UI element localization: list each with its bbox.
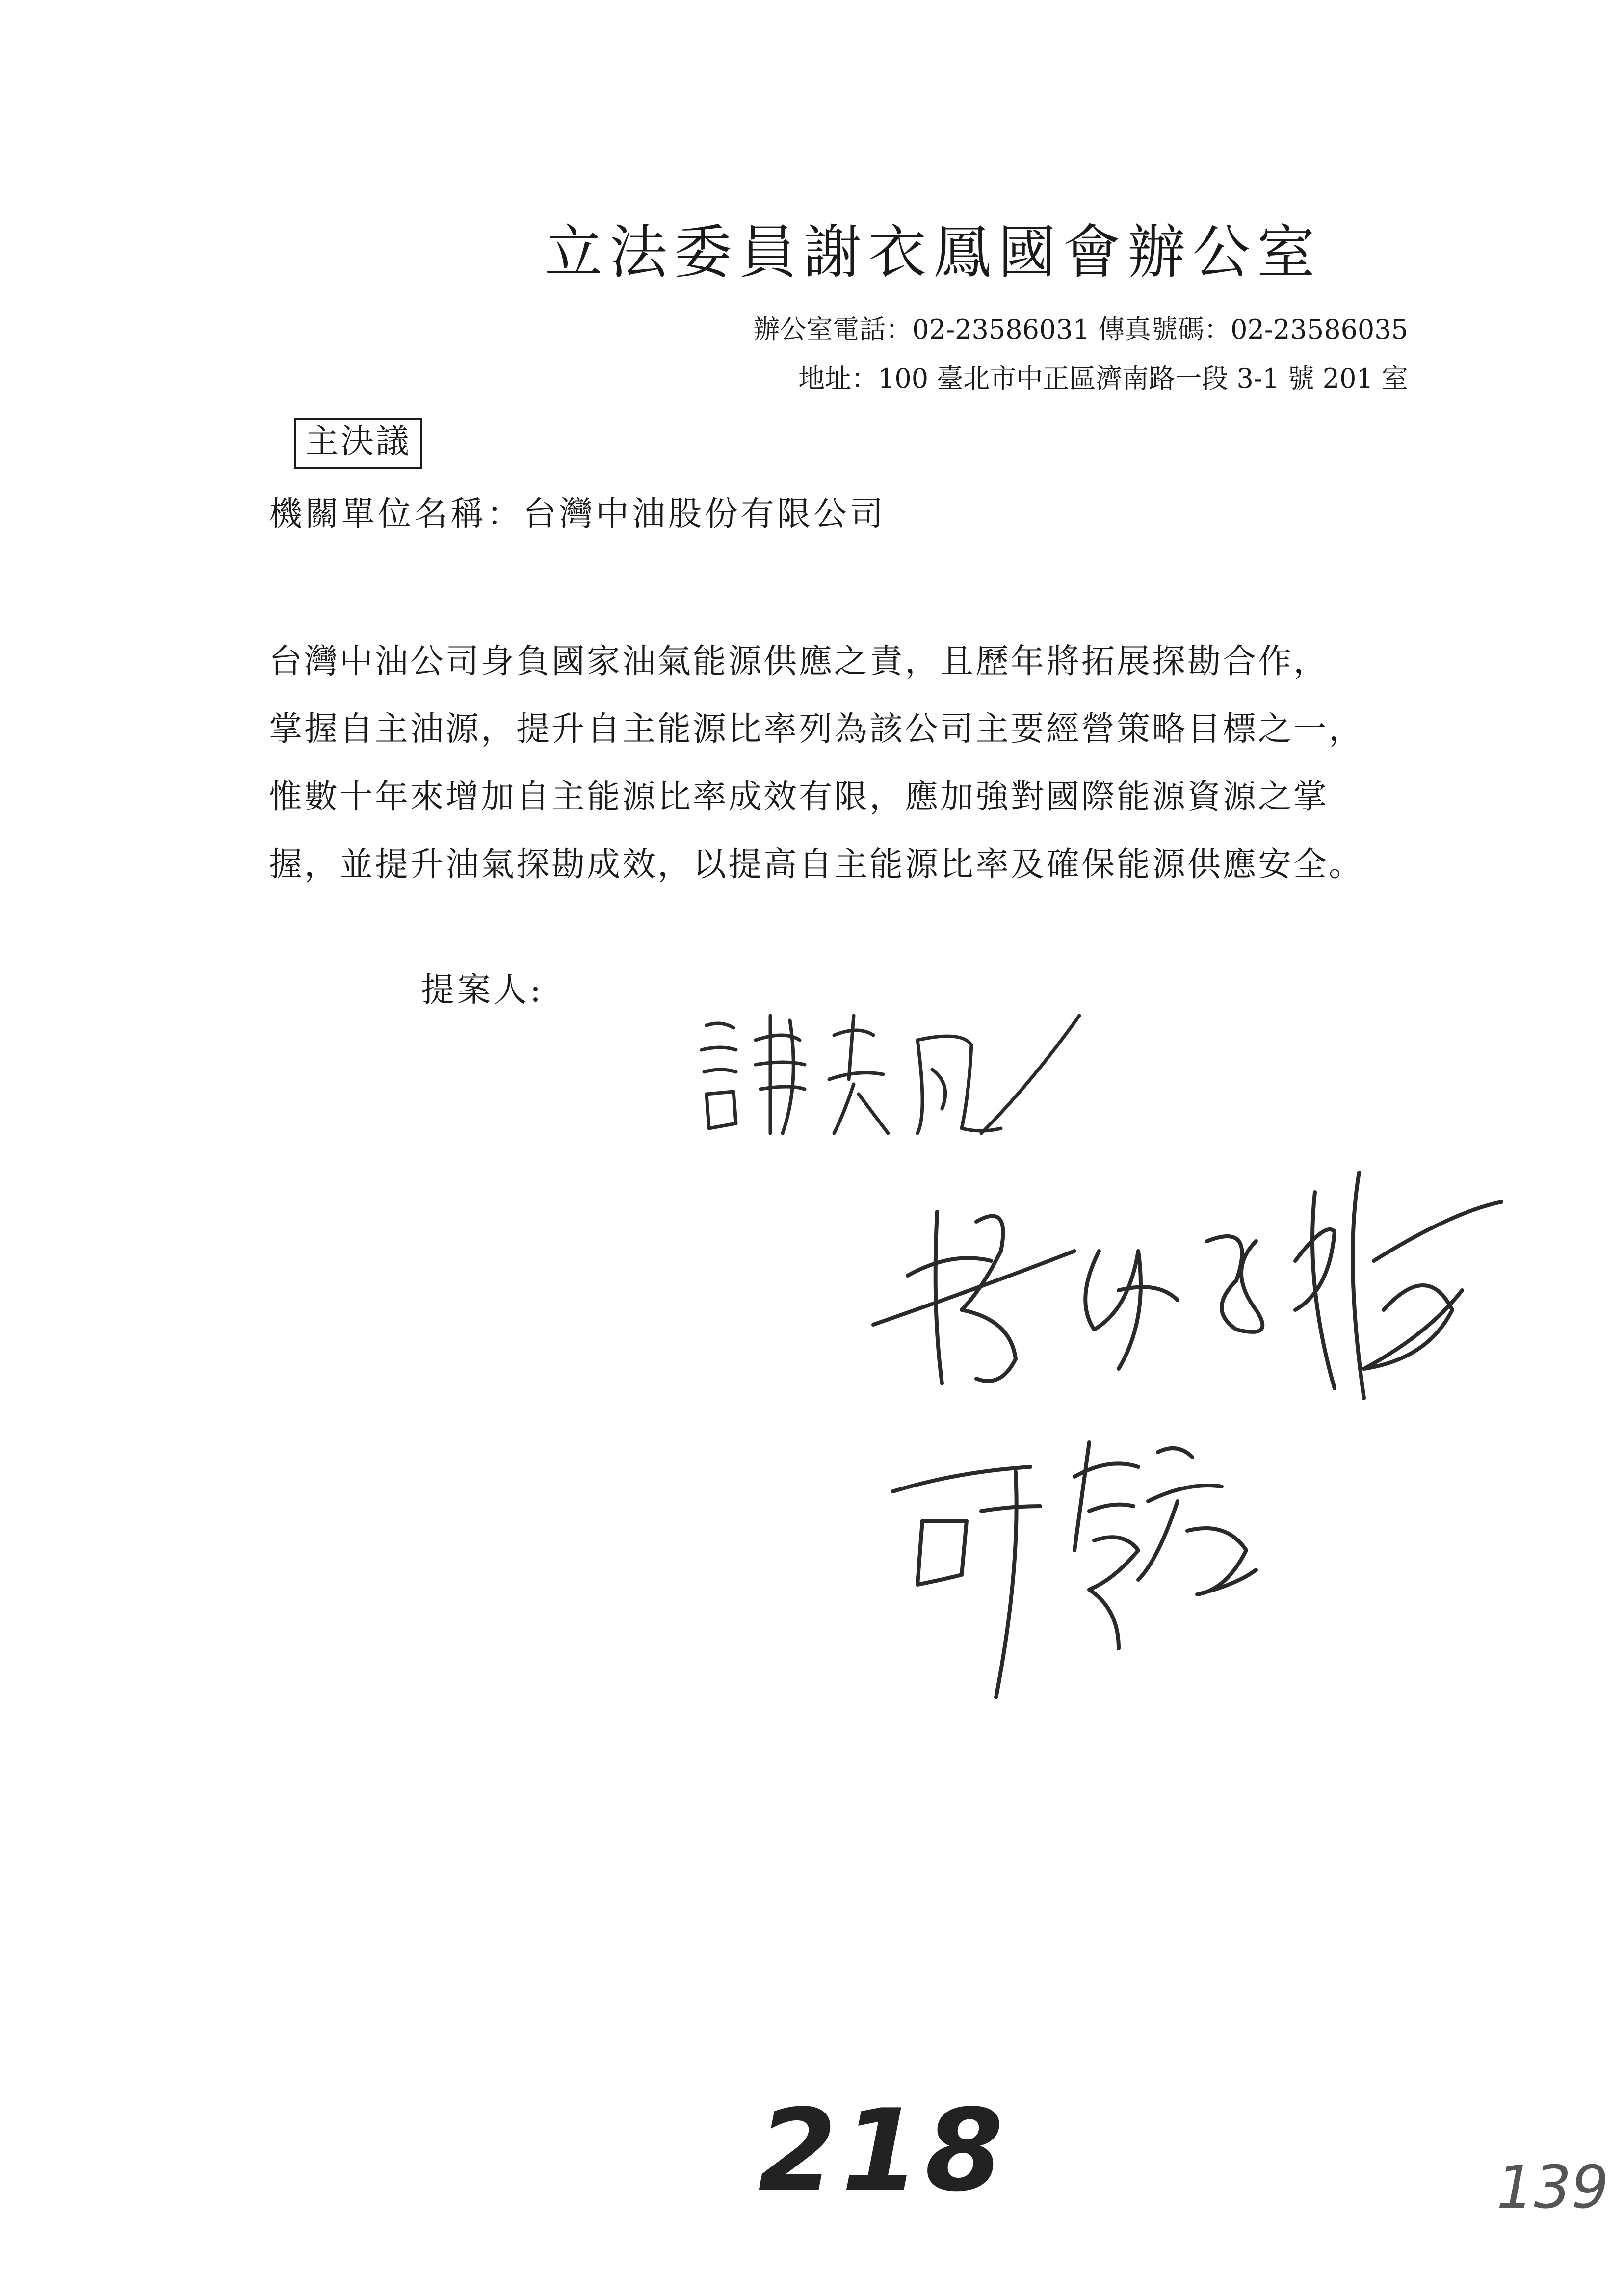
address-line: 地址：100 臺北市中正區濟南路一段 3-1 號 201 室 bbox=[798, 363, 1408, 394]
contact-line: 辦公室電話：02-23586031 傳真號碼：02-23586035 bbox=[753, 314, 1408, 345]
body-line: 掌握自主油源，提升自主能源比率列為該公司主要經營策略目標之一， bbox=[269, 710, 1364, 749]
signature-1 bbox=[687, 986, 1104, 1148]
office-title: 立法委員謝衣鳳國會辦公室 bbox=[545, 218, 1322, 286]
agency-line: 機關單位名稱：台灣中油股份有限公司 bbox=[269, 495, 887, 534]
page-number-main: 218 bbox=[758, 2086, 1009, 2217]
body-text bbox=[269, 628, 1437, 899]
body-line: 握，並提升油氣探勘成效，以提高自主能源比率及確保能源供應安全。 bbox=[269, 845, 1364, 884]
page-number-corner: 139 bbox=[1496, 2154, 1609, 2222]
signature-3 bbox=[883, 1423, 1305, 1727]
body-line: 惟數十年來增加自主能源比率成效有限，應加強對國際能源資源之掌 bbox=[269, 778, 1329, 816]
body-line: 台灣中油公司身負國家油氣能源供應之責，且歷年將拓展探勘合作， bbox=[269, 642, 1329, 681]
resolution-label: 主決議 bbox=[294, 418, 422, 469]
signature-2 bbox=[864, 1163, 1550, 1418]
proposer-label: 提案人: bbox=[421, 971, 544, 1010]
